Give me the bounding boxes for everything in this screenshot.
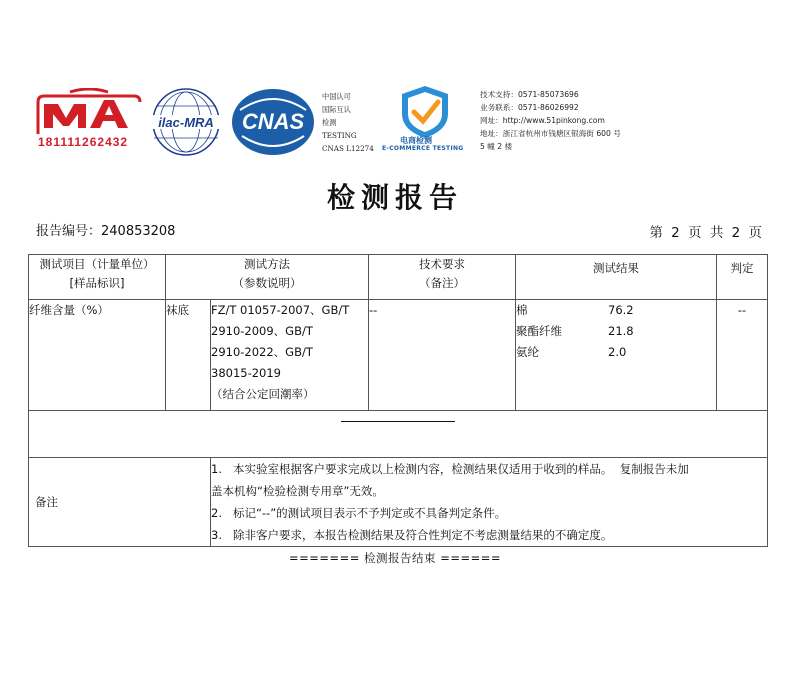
cma-code: 181111262432 [38, 135, 129, 149]
cell-judgement: -- [717, 300, 768, 411]
ilac-mra-logo [150, 86, 222, 158]
remark-line: 3. 除非客户要求，本报告检测结果及符合性判定不考虑测量结果的不确定度。 [211, 528, 613, 542]
remarks-row [29, 458, 768, 547]
method-line: （结合公定回潮率） [211, 387, 315, 401]
cell-method [211, 300, 369, 411]
separator-row [29, 411, 768, 458]
remark-line: 1. 本实验室根据客户要求完成以上检测内容，检测结果仅适用于收到的样品。 复制报告未加 [211, 462, 689, 476]
header-requirement-line: （备注） [419, 276, 465, 290]
header-result: 测试结果 [516, 255, 717, 300]
ecommerce-label-en: E-COMMERCE TESTING [382, 145, 464, 152]
contact-line: 网址：http://www.51pinkong.com [480, 116, 605, 125]
fiber-name: 聚酯纤维 [516, 324, 562, 338]
ecommerce-label: 电商检测 [400, 136, 432, 145]
remark-line: 2. 标记“--”的测试项目表示不予判定或不具备判定条件。 [211, 506, 507, 520]
header-method [166, 255, 369, 300]
report-end-marker: ======= 检测报告结束 ====== [288, 551, 502, 565]
cnas-text [322, 90, 374, 155]
remark-line: 盖本机构“检验检测专用章”无效。 [211, 484, 384, 498]
method-line: FZ/T 01057-2007、GB/T [211, 303, 350, 317]
svg-text:CNAS: CNAS [241, 109, 305, 134]
contact-line: 地址：浙江省杭州市钱塘区银海街 600 号 [480, 129, 621, 138]
cell-sample: 袜底 [166, 300, 211, 411]
header-method-line: 测试方法 [244, 257, 290, 271]
fiber-name: 氨纶 [516, 345, 539, 359]
separator-cell [29, 411, 768, 458]
report-number-value: 240853208 [101, 224, 176, 239]
result-entry [516, 300, 716, 321]
contact-line: 5 幢 2 楼 [480, 142, 513, 151]
cell-result [516, 300, 717, 411]
cnas-line: 国际互认 [322, 105, 351, 114]
result-entry [516, 321, 716, 342]
remarks-content [211, 458, 768, 547]
cnas-line: 中国认可 [322, 92, 351, 101]
contact-line: 技术支持：0571-85073696 [480, 90, 579, 99]
contact-line: 业务联系：0571-86026992 [480, 103, 579, 112]
report-number [36, 220, 175, 239]
fiber-name: 棉 [516, 303, 528, 317]
method-line: 2910-2009、GB/T [211, 324, 313, 338]
header-requirement [369, 255, 516, 300]
result-table [28, 254, 768, 547]
header-requirement-line: 技术要求 [419, 257, 465, 271]
method-line: 2910-2022、GB/T [211, 345, 313, 359]
cnas-logo [230, 86, 316, 158]
table-row [29, 300, 768, 411]
method-line: 38015-2019 [211, 366, 281, 380]
header-item-line: 测试项目（计量单位） [39, 257, 155, 271]
cell-requirement: -- [369, 300, 516, 411]
report-number-label: 报告编号： [36, 224, 102, 239]
header-item-line: [样品标识] [69, 276, 125, 290]
report-title: 检测报告 [326, 181, 463, 214]
svg-text:ilac-MRA: ilac-MRA [158, 115, 214, 130]
header-item [29, 255, 166, 300]
page-info: 第 2 页 共 2 页 [649, 225, 764, 241]
header-method-line: （参数说明） [232, 276, 302, 290]
cnas-line: CNAS L12274 [322, 144, 374, 153]
remarks-label: 备注 [29, 458, 211, 547]
header-judgement: 判定 [717, 255, 768, 300]
cell-item: 纤维含量（%） [29, 300, 166, 411]
separator-line [341, 421, 455, 422]
table-header-row [29, 255, 768, 300]
result-entry [516, 342, 716, 363]
contact-info [480, 88, 621, 153]
cnas-line: 检测 [322, 118, 337, 127]
fiber-value: 2.0 [608, 345, 627, 359]
cnas-line: TESTING [322, 131, 357, 140]
fiber-value: 21.8 [608, 324, 634, 338]
fiber-value: 76.2 [608, 303, 634, 317]
